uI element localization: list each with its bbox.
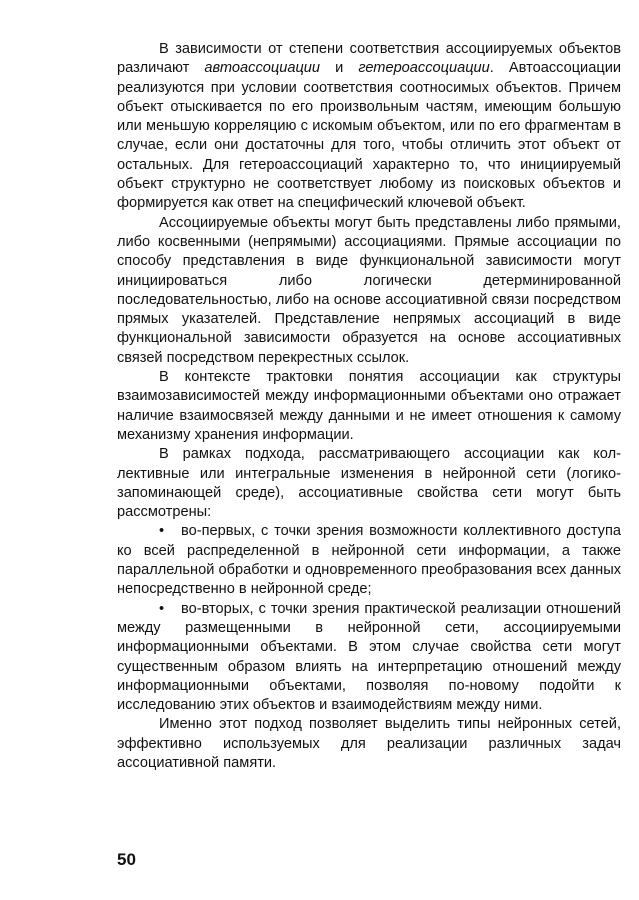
bullet-item-2-text: во-вторых, с точки зрения практической реализации отношений между размещенными в нейронной сети, ассоциируемыми информационными объектами. В этом случае свойства сети могут существенным образом влиять на интерпретацию отношений между информационными объектами, позволяя по-новому подойти к исследованию этих объектов и взаимодействиям между ними. [117, 600, 621, 714]
bullet-item-1-text: во-первых, с точки зрения возможности коллективного доступа ко всей распределенной в нейронной сети информации, а также параллельной обработки и одновременного преобразования всех данных непосредственно в нейронной среде; [117, 523, 621, 598]
bullet-icon: • [159, 600, 165, 617]
term-autoassociations: автоассоциации [204, 60, 321, 77]
paragraph-1 [117, 40, 621, 214]
paragraph-4: В рамках подхода, рассматривающего ассоциации как коллективные или интегральные изменения в нейронной сети (логико-запоминающей среде), ассоциативные свойства сети могут быть рассмотрены: [117, 446, 621, 521]
paragraph-3: В контексте трактовки понятия ассоциации как структуры взаимозависимостей между информационными объектами оно отражает наличие взаимосвязей между данными и не имеет отношения к самому механизму хранения информации. [117, 369, 621, 443]
term-heteroassociations: гетероассоциации [358, 60, 490, 77]
paragraph-1-text-c: и [320, 60, 359, 77]
paragraph-2: Ассоциируемые объекты могут быть представлены либо прямыми, либо косвенными (непрямыми) ассоциациями. Прямые ассоциации по способу представления в виде функциональной зависимости могут инициироваться либо логически детерминированной последовательностью, либо на основе ассоциативной связи посредством прямых указателей. Представление непрямых ассоциаций в виде функциональной зависимости образуется на основе ассоциативных связей посредством перекрестных ссылок. [117, 214, 621, 366]
body-text [117, 40, 621, 773]
bullet-item-2 [117, 600, 621, 716]
paragraph-5: Именно этот подход позволяет выделить типы нейронных сетей, эффективно используемых для реализации различных задач ассоциативной памяти. [117, 716, 621, 771]
page-number: 50 [117, 850, 136, 869]
paragraph-1-text-a: В зависимости от степени соответствия ассоциируемых объектов различают [117, 41, 621, 77]
bullet-icon: • [159, 523, 165, 540]
bullet-item-1 [117, 522, 621, 599]
paragraph-1-text-e: . Автоассоциации реализуются при условии соответствия соотносимых объектов. Причем объект отыскивается по его произвольным частям, имеющим большую или меньшую корреляцию с искомым объектом, или по его фрагментам в случае, если они достаточны для того, чтобы отличить этот объект от остальных. Для гетероассоциаций характерно то, что инициируемый объект структурно не соответствует любому из поисковых объектов и формируется как ответ на специфический ключевой объект. [117, 60, 621, 212]
